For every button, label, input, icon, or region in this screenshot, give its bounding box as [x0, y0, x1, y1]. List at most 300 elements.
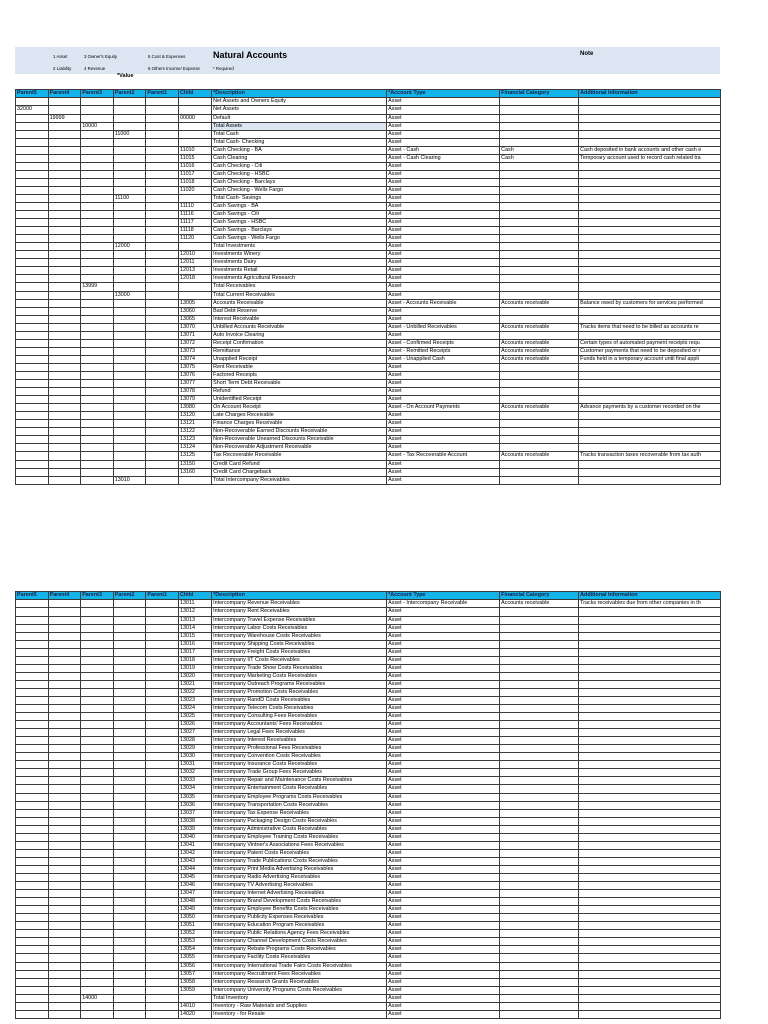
- table-cell[interactable]: Total Investments: [212, 243, 387, 251]
- table-cell[interactable]: [16, 841, 49, 849]
- table-cell[interactable]: Credit Card Chargeback: [212, 468, 387, 476]
- table-cell[interactable]: [81, 737, 114, 745]
- table-cell[interactable]: [48, 994, 81, 1002]
- table-cell[interactable]: [113, 162, 146, 170]
- table-cell[interactable]: Intercompany Warehouse Costs Receivables: [212, 632, 387, 640]
- table-cell[interactable]: [81, 404, 114, 412]
- table-cell[interactable]: [16, 363, 49, 371]
- table-cell[interactable]: Asset: [387, 122, 500, 130]
- table-cell[interactable]: 14000: [81, 994, 114, 1002]
- table-cell[interactable]: [146, 753, 179, 761]
- table-cell[interactable]: [579, 428, 721, 436]
- table-cell[interactable]: [146, 323, 179, 331]
- table-cell[interactable]: [48, 380, 81, 388]
- table-cell[interactable]: Accounts receivable: [500, 452, 579, 460]
- table-cell[interactable]: [48, 986, 81, 994]
- table-cell[interactable]: [81, 98, 114, 106]
- column-header[interactable]: Child: [178, 592, 211, 600]
- table-cell[interactable]: [500, 243, 579, 251]
- table-cell[interactable]: 13065: [178, 315, 211, 323]
- table-cell[interactable]: [146, 275, 179, 283]
- table-cell[interactable]: [16, 648, 49, 656]
- table-cell[interactable]: [81, 624, 114, 632]
- table-cell[interactable]: [113, 106, 146, 114]
- table-cell[interactable]: Asset - Unbilled Receivables: [387, 323, 500, 331]
- table-cell[interactable]: [500, 363, 579, 371]
- table-cell[interactable]: [146, 616, 179, 624]
- table-cell[interactable]: [146, 680, 179, 688]
- table-cell[interactable]: Asset: [387, 380, 500, 388]
- table-cell[interactable]: [48, 761, 81, 769]
- table-cell[interactable]: [579, 170, 721, 178]
- table-cell[interactable]: Asset: [387, 857, 500, 865]
- table-cell[interactable]: [16, 323, 49, 331]
- table-cell[interactable]: [500, 315, 579, 323]
- table-cell[interactable]: [579, 777, 721, 785]
- table-cell[interactable]: Intercompany Employee Benefits Costs Receivables: [212, 906, 387, 914]
- table-cell[interactable]: [579, 914, 721, 922]
- table-cell[interactable]: [113, 914, 146, 922]
- table-cell[interactable]: [579, 946, 721, 954]
- table-cell[interactable]: [16, 769, 49, 777]
- table-cell[interactable]: Asset: [387, 729, 500, 737]
- table-cell[interactable]: Asset: [387, 705, 500, 713]
- table-cell[interactable]: [113, 705, 146, 713]
- table-cell[interactable]: 13999: [81, 283, 114, 291]
- table-cell[interactable]: Asset: [387, 841, 500, 849]
- table-cell[interactable]: [48, 713, 81, 721]
- table-cell[interactable]: Asset: [387, 251, 500, 259]
- table-cell[interactable]: [146, 283, 179, 291]
- table-cell[interactable]: [146, 186, 179, 194]
- table-cell[interactable]: [500, 194, 579, 202]
- table-cell[interactable]: [146, 890, 179, 898]
- table-cell[interactable]: Asset: [387, 978, 500, 986]
- table-cell[interactable]: 13013: [178, 616, 211, 624]
- table-cell[interactable]: [81, 219, 114, 227]
- table-cell[interactable]: [81, 882, 114, 890]
- table-cell[interactable]: [113, 978, 146, 986]
- table-cell[interactable]: Cash: [500, 154, 579, 162]
- table-cell[interactable]: [146, 849, 179, 857]
- table-cell[interactable]: [48, 355, 81, 363]
- table-cell[interactable]: Intercompany Trade Group Fees Receivables: [212, 769, 387, 777]
- table-cell[interactable]: 13070: [178, 323, 211, 331]
- table-cell[interactable]: Auto Invoice Clearing: [212, 331, 387, 339]
- table-cell[interactable]: [81, 259, 114, 267]
- table-cell[interactable]: [113, 339, 146, 347]
- table-cell[interactable]: 13011: [178, 600, 211, 608]
- table-cell[interactable]: [178, 283, 211, 291]
- table-cell[interactable]: 12013: [178, 267, 211, 275]
- table-cell[interactable]: Asset - Unapplied Cash: [387, 355, 500, 363]
- table-cell[interactable]: [48, 372, 81, 380]
- table-cell[interactable]: [113, 315, 146, 323]
- table-cell[interactable]: Total Cash- Checking: [212, 138, 387, 146]
- table-cell[interactable]: 13012: [178, 608, 211, 616]
- table-cell[interactable]: [48, 412, 81, 420]
- table-cell[interactable]: Asset: [387, 986, 500, 994]
- table-cell[interactable]: [81, 962, 114, 970]
- table-cell[interactable]: Total Cash: [212, 130, 387, 138]
- table-cell[interactable]: [48, 817, 81, 825]
- table-cell[interactable]: [500, 857, 579, 865]
- table-cell[interactable]: [146, 705, 179, 713]
- table-cell[interactable]: [579, 616, 721, 624]
- column-header[interactable]: Financial Category: [500, 90, 579, 98]
- table-cell[interactable]: [113, 656, 146, 664]
- table-cell[interactable]: [500, 1010, 579, 1018]
- table-cell[interactable]: [500, 219, 579, 227]
- table-cell[interactable]: Asset: [387, 1010, 500, 1018]
- table-cell[interactable]: Cash Checking - BA: [212, 146, 387, 154]
- table-cell[interactable]: Asset: [387, 954, 500, 962]
- table-cell[interactable]: Intercompany Travel Expense Receivables: [212, 616, 387, 624]
- column-header[interactable]: Parent5: [16, 592, 49, 600]
- table-cell[interactable]: [579, 793, 721, 801]
- table-cell[interactable]: [146, 664, 179, 672]
- table-cell[interactable]: [81, 339, 114, 347]
- table-cell[interactable]: [16, 938, 49, 946]
- table-cell[interactable]: [16, 721, 49, 729]
- table-cell[interactable]: [500, 412, 579, 420]
- table-cell[interactable]: Intercompany Print Media Advertising Receivables: [212, 865, 387, 873]
- table-cell[interactable]: [146, 307, 179, 315]
- table-cell[interactable]: Cash Savings - Wells Fargo: [212, 235, 387, 243]
- table-cell[interactable]: [500, 664, 579, 672]
- table-cell[interactable]: [113, 98, 146, 106]
- table-cell[interactable]: Intercompany Freight Costs Receivables: [212, 648, 387, 656]
- table-cell[interactable]: [146, 745, 179, 753]
- table-cell[interactable]: On Account Receipt: [212, 404, 387, 412]
- table-cell[interactable]: [16, 420, 49, 428]
- table-cell[interactable]: [146, 355, 179, 363]
- table-cell[interactable]: 13071: [178, 331, 211, 339]
- table-cell[interactable]: [500, 793, 579, 801]
- table-cell[interactable]: [81, 315, 114, 323]
- table-cell[interactable]: 13120: [178, 412, 211, 420]
- table-cell[interactable]: [579, 817, 721, 825]
- table-cell[interactable]: [16, 227, 49, 235]
- table-cell[interactable]: [48, 363, 81, 371]
- table-cell[interactable]: [81, 914, 114, 922]
- table-cell[interactable]: [146, 841, 179, 849]
- table-cell[interactable]: 12018: [178, 275, 211, 283]
- table-cell[interactable]: [146, 769, 179, 777]
- table-cell[interactable]: 10000: [81, 122, 114, 130]
- table-cell[interactable]: 00000: [178, 114, 211, 122]
- table-cell[interactable]: Intercompany Rent Receivables: [212, 608, 387, 616]
- table-cell[interactable]: [81, 777, 114, 785]
- table-cell[interactable]: [81, 801, 114, 809]
- table-cell[interactable]: [113, 460, 146, 468]
- table-cell[interactable]: [113, 777, 146, 785]
- table-cell[interactable]: Cash Savings - Citi: [212, 211, 387, 219]
- table-cell[interactable]: [113, 970, 146, 978]
- table-cell[interactable]: [16, 825, 49, 833]
- table-cell[interactable]: [16, 203, 49, 211]
- table-cell[interactable]: [500, 882, 579, 890]
- table-cell[interactable]: [113, 331, 146, 339]
- table-cell[interactable]: 13125: [178, 452, 211, 460]
- table-cell[interactable]: [113, 420, 146, 428]
- table-cell[interactable]: [146, 339, 179, 347]
- table-cell[interactable]: [146, 363, 179, 371]
- table-cell[interactable]: [579, 608, 721, 616]
- table-cell[interactable]: [81, 146, 114, 154]
- table-cell[interactable]: [81, 640, 114, 648]
- table-cell[interactable]: [500, 729, 579, 737]
- table-cell[interactable]: [579, 978, 721, 986]
- table-cell[interactable]: 13080: [178, 404, 211, 412]
- table-cell[interactable]: Asset: [387, 833, 500, 841]
- table-cell[interactable]: [500, 978, 579, 986]
- table-cell[interactable]: [48, 898, 81, 906]
- table-cell[interactable]: Intercompany Tax Expense Receivables: [212, 809, 387, 817]
- table-cell[interactable]: [48, 737, 81, 745]
- table-cell[interactable]: [16, 793, 49, 801]
- table-cell[interactable]: [146, 444, 179, 452]
- table-cell[interactable]: [48, 640, 81, 648]
- table-cell[interactable]: [500, 420, 579, 428]
- table-cell[interactable]: [48, 315, 81, 323]
- table-cell[interactable]: 13053: [178, 938, 211, 946]
- table-cell[interactable]: 13072: [178, 339, 211, 347]
- column-header[interactable]: Parent4: [48, 90, 81, 98]
- table-cell[interactable]: [16, 616, 49, 624]
- table-cell[interactable]: [81, 632, 114, 640]
- table-cell[interactable]: [500, 898, 579, 906]
- table-cell[interactable]: Intercompany Promotion Costs Receivables: [212, 688, 387, 696]
- table-cell[interactable]: Intercompany Labor Costs Receivables: [212, 624, 387, 632]
- table-cell[interactable]: [579, 938, 721, 946]
- table-cell[interactable]: [146, 793, 179, 801]
- table-cell[interactable]: [579, 275, 721, 283]
- table-cell[interactable]: [81, 721, 114, 729]
- table-cell[interactable]: Cash deposited in bank accounts and other cash e: [579, 146, 721, 154]
- table-cell[interactable]: [500, 737, 579, 745]
- table-cell[interactable]: 13042: [178, 849, 211, 857]
- table-cell[interactable]: 13014: [178, 624, 211, 632]
- table-cell[interactable]: [579, 436, 721, 444]
- table-cell[interactable]: [113, 801, 146, 809]
- table-cell[interactable]: 13058: [178, 978, 211, 986]
- table-cell[interactable]: 13029: [178, 745, 211, 753]
- table-cell[interactable]: [178, 291, 211, 299]
- column-header[interactable]: Parent1: [146, 90, 179, 98]
- table-cell[interactable]: [16, 460, 49, 468]
- table-cell[interactable]: [48, 339, 81, 347]
- table-cell[interactable]: [48, 624, 81, 632]
- table-cell[interactable]: [16, 186, 49, 194]
- table-cell[interactable]: [500, 259, 579, 267]
- table-cell[interactable]: [113, 227, 146, 235]
- table-cell[interactable]: [113, 178, 146, 186]
- table-cell[interactable]: [113, 713, 146, 721]
- table-cell[interactable]: 13046: [178, 882, 211, 890]
- table-cell[interactable]: [579, 801, 721, 809]
- table-cell[interactable]: [146, 211, 179, 219]
- table-cell[interactable]: [48, 608, 81, 616]
- table-cell[interactable]: Temporary account used to record cash related tra: [579, 154, 721, 162]
- table-cell[interactable]: Intercompany Transportation Costs Receivables: [212, 801, 387, 809]
- table-cell[interactable]: [579, 825, 721, 833]
- table-cell[interactable]: [113, 146, 146, 154]
- table-cell[interactable]: [16, 672, 49, 680]
- table-cell[interactable]: [113, 648, 146, 656]
- table-cell[interactable]: 13056: [178, 962, 211, 970]
- table-cell[interactable]: [81, 970, 114, 978]
- column-header[interactable]: Child: [178, 90, 211, 98]
- table-cell[interactable]: Asset: [387, 882, 500, 890]
- table-cell[interactable]: [579, 656, 721, 664]
- table-cell[interactable]: [500, 713, 579, 721]
- table-cell[interactable]: [81, 890, 114, 898]
- table-cell[interactable]: 13022: [178, 688, 211, 696]
- table-cell[interactable]: [81, 874, 114, 882]
- table-cell[interactable]: [16, 930, 49, 938]
- table-cell[interactable]: [579, 986, 721, 994]
- table-cell[interactable]: [16, 833, 49, 841]
- table-cell[interactable]: [500, 114, 579, 122]
- column-header[interactable]: *Description: [212, 592, 387, 600]
- table-cell[interactable]: [48, 753, 81, 761]
- table-cell[interactable]: [81, 785, 114, 793]
- table-cell[interactable]: Asset: [387, 315, 500, 323]
- table-cell[interactable]: [48, 930, 81, 938]
- table-cell[interactable]: [146, 785, 179, 793]
- table-cell[interactable]: [146, 452, 179, 460]
- table-cell[interactable]: Asset: [387, 785, 500, 793]
- table-cell[interactable]: [500, 98, 579, 106]
- table-cell[interactable]: 11016: [178, 162, 211, 170]
- table-cell[interactable]: [81, 130, 114, 138]
- table-cell[interactable]: Interest Receivable: [212, 315, 387, 323]
- column-header[interactable]: Additional Information: [579, 592, 721, 600]
- table-cell[interactable]: [146, 138, 179, 146]
- table-cell[interactable]: [81, 817, 114, 825]
- table-cell[interactable]: [81, 729, 114, 737]
- table-cell[interactable]: [500, 608, 579, 616]
- table-cell[interactable]: Intercompany Marketing Costs Receivables: [212, 672, 387, 680]
- table-cell[interactable]: 13123: [178, 436, 211, 444]
- table-cell[interactable]: [16, 468, 49, 476]
- table-cell[interactable]: [146, 114, 179, 122]
- table-cell[interactable]: Intercompany Accountants' Fees Receivables: [212, 721, 387, 729]
- table-cell[interactable]: [146, 801, 179, 809]
- table-cell[interactable]: [579, 114, 721, 122]
- table-cell[interactable]: 13020: [178, 672, 211, 680]
- table-cell[interactable]: 13040: [178, 833, 211, 841]
- table-cell[interactable]: 13077: [178, 380, 211, 388]
- table-cell[interactable]: [500, 865, 579, 873]
- table-cell[interactable]: Asset: [387, 194, 500, 202]
- table-cell[interactable]: [16, 299, 49, 307]
- table-cell[interactable]: Asset: [387, 938, 500, 946]
- table-cell[interactable]: [48, 186, 81, 194]
- table-cell[interactable]: [16, 874, 49, 882]
- table-cell[interactable]: [146, 299, 179, 307]
- table-cell[interactable]: [48, 106, 81, 114]
- table-cell[interactable]: [16, 954, 49, 962]
- table-cell[interactable]: 11100: [113, 194, 146, 202]
- table-cell[interactable]: Asset: [387, 275, 500, 283]
- table-cell[interactable]: Net Assets: [212, 106, 387, 114]
- table-cell[interactable]: [146, 672, 179, 680]
- table-cell[interactable]: [146, 372, 179, 380]
- table-cell[interactable]: [81, 307, 114, 315]
- table-cell[interactable]: Rent Receivable: [212, 363, 387, 371]
- table-cell[interactable]: [81, 1010, 114, 1018]
- table-cell[interactable]: Advance payments by a customer recorded on the: [579, 404, 721, 412]
- table-cell[interactable]: [113, 299, 146, 307]
- table-cell[interactable]: Asset: [387, 106, 500, 114]
- table-cell[interactable]: [81, 930, 114, 938]
- table-cell[interactable]: [146, 833, 179, 841]
- table-cell[interactable]: [500, 922, 579, 930]
- table-cell[interactable]: [579, 235, 721, 243]
- table-cell[interactable]: 13121: [178, 420, 211, 428]
- table-cell[interactable]: [579, 315, 721, 323]
- table-cell[interactable]: [579, 178, 721, 186]
- table-cell[interactable]: Cash Savings - BA: [212, 203, 387, 211]
- table-cell[interactable]: 13025: [178, 713, 211, 721]
- table-cell[interactable]: Cash: [500, 146, 579, 154]
- table-cell[interactable]: [500, 745, 579, 753]
- table-cell[interactable]: [113, 154, 146, 162]
- table-cell[interactable]: Asset: [387, 436, 500, 444]
- table-cell[interactable]: Accounts receivable: [500, 355, 579, 363]
- table-cell[interactable]: [579, 737, 721, 745]
- table-cell[interactable]: [48, 914, 81, 922]
- table-cell[interactable]: Inventory - Raw Materials and Supplies: [212, 1002, 387, 1010]
- table-cell[interactable]: [48, 785, 81, 793]
- table-cell[interactable]: [113, 444, 146, 452]
- table-cell[interactable]: [16, 745, 49, 753]
- table-cell[interactable]: [48, 680, 81, 688]
- table-cell[interactable]: [48, 452, 81, 460]
- table-cell[interactable]: 12011: [178, 259, 211, 267]
- table-cell[interactable]: Accounts receivable: [500, 404, 579, 412]
- table-cell[interactable]: 13005: [178, 299, 211, 307]
- table-cell[interactable]: Asset: [387, 898, 500, 906]
- column-header[interactable]: Additional Information: [579, 90, 721, 98]
- table-cell[interactable]: Intercompany Public Relations Agency Fees Receivables: [212, 930, 387, 938]
- table-cell[interactable]: [81, 656, 114, 664]
- table-cell[interactable]: [579, 994, 721, 1002]
- table-cell[interactable]: [579, 372, 721, 380]
- table-cell[interactable]: 11117: [178, 219, 211, 227]
- table-cell[interactable]: [16, 882, 49, 890]
- table-cell[interactable]: 13030: [178, 753, 211, 761]
- table-cell[interactable]: [48, 954, 81, 962]
- table-cell[interactable]: [579, 962, 721, 970]
- table-cell[interactable]: [113, 874, 146, 882]
- table-cell[interactable]: [579, 98, 721, 106]
- table-cell[interactable]: [113, 388, 146, 396]
- table-cell[interactable]: [146, 696, 179, 704]
- column-header[interactable]: Parent2: [113, 592, 146, 600]
- table-cell[interactable]: [48, 849, 81, 857]
- table-cell[interactable]: [81, 946, 114, 954]
- table-cell[interactable]: [16, 729, 49, 737]
- table-cell[interactable]: Asset: [387, 608, 500, 616]
- table-cell[interactable]: Intercompany Outreach Programs Receivables: [212, 680, 387, 688]
- table-cell[interactable]: Asset - On Account Payments: [387, 404, 500, 412]
- table-cell[interactable]: [81, 986, 114, 994]
- table-cell[interactable]: 13041: [178, 841, 211, 849]
- table-cell[interactable]: [500, 396, 579, 404]
